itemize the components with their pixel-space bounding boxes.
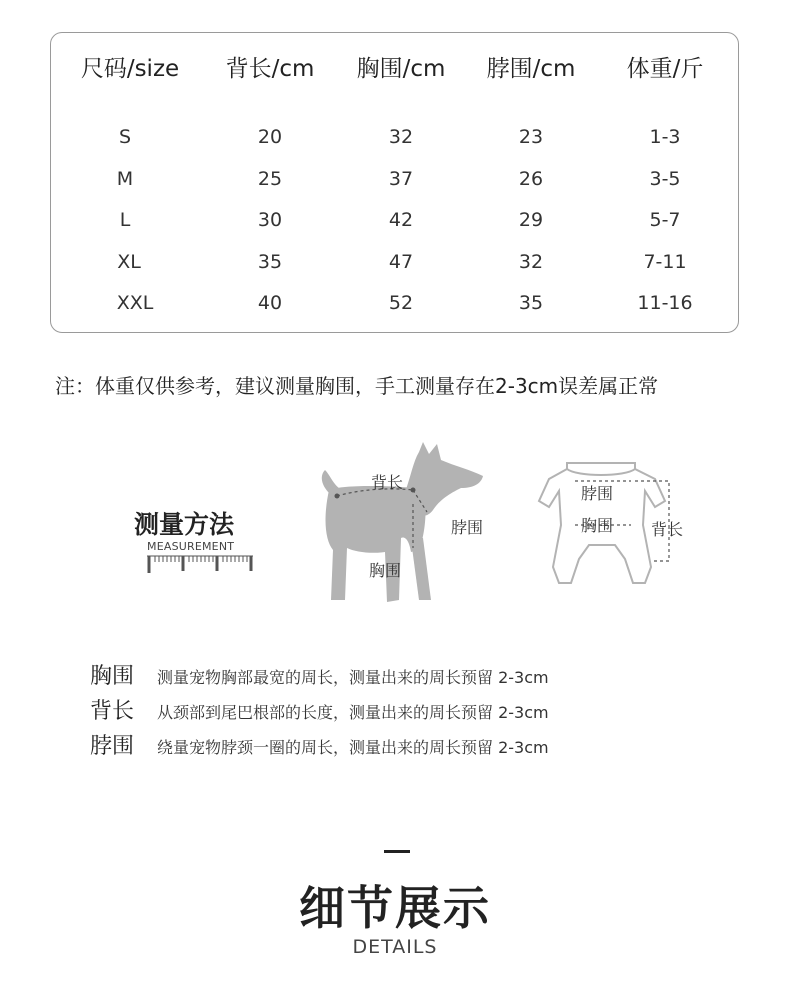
definition-desc: 从颈部到尾巴根部的长度，测量出来的周长预留 2-3cm <box>157 703 549 722</box>
table-cell: 29 <box>518 209 544 231</box>
definition-desc: 绕量宠物脖颈一圈的周长，测量出来的周长预留 2-3cm <box>157 738 549 757</box>
sizing-note: 注：体重仅供参考，建议测量胸围，手工测量存在2-3cm误差属正常 <box>55 374 659 398</box>
table-cell: 47 <box>388 251 414 273</box>
measurement-title: 测量方法 <box>134 510 235 539</box>
size-header-weight: 体重/斤 <box>626 56 704 82</box>
table-cell: XXL <box>116 292 154 314</box>
size-header-chest: 胸围/cm <box>356 56 446 82</box>
table-cell: 40 <box>257 292 283 314</box>
table-cell: 25 <box>257 168 283 190</box>
garment-label-back: 背长 <box>651 520 684 539</box>
garment-label-neck: 脖围 <box>581 484 614 503</box>
section-divider <box>384 850 410 853</box>
table-cell: 52 <box>388 292 414 314</box>
table-cell: 5-7 <box>649 209 681 231</box>
definition-term: 胸围 <box>90 664 135 689</box>
details-subtitle: DETAILS <box>352 936 438 958</box>
details-title: 细节展示 <box>299 881 491 935</box>
table-cell: 42 <box>388 209 414 231</box>
table-cell: 23 <box>518 126 544 148</box>
size-header-neck: 脖围/cm <box>486 56 576 82</box>
table-cell: 3-5 <box>649 168 681 190</box>
table-cell: 7-11 <box>643 251 687 273</box>
table-cell: 30 <box>257 209 283 231</box>
dog-label-chest: 胸围 <box>369 561 402 580</box>
definition-term: 脖围 <box>90 734 135 759</box>
table-cell: S <box>118 126 132 148</box>
table-cell: 20 <box>257 126 283 148</box>
table-cell: XL <box>117 251 141 273</box>
table-cell: 1-3 <box>649 126 681 148</box>
table-cell: 32 <box>388 126 414 148</box>
table-cell: 11-16 <box>637 292 693 314</box>
size-header-back: 背长/cm <box>225 56 315 82</box>
dog-label-neck: 脖围 <box>451 518 484 537</box>
ruler-icon <box>145 553 255 575</box>
measurement-subtitle: MEASUREMENT <box>147 540 235 553</box>
garment-label-chest: 胸围 <box>581 516 614 535</box>
size-header-size: 尺码/size <box>80 56 180 82</box>
definition-desc: 测量宠物胸部最宽的周长，测量出来的周长预留 2-3cm <box>157 668 549 687</box>
table-cell: L <box>119 209 131 231</box>
table-cell: 32 <box>518 251 544 273</box>
table-cell: 35 <box>518 292 544 314</box>
table-cell: 37 <box>388 168 414 190</box>
definition-term: 背长 <box>90 699 135 724</box>
table-cell: 35 <box>257 251 283 273</box>
table-cell: 26 <box>518 168 544 190</box>
dog-label-back: 背长 <box>371 473 404 492</box>
table-cell: M <box>116 168 134 190</box>
